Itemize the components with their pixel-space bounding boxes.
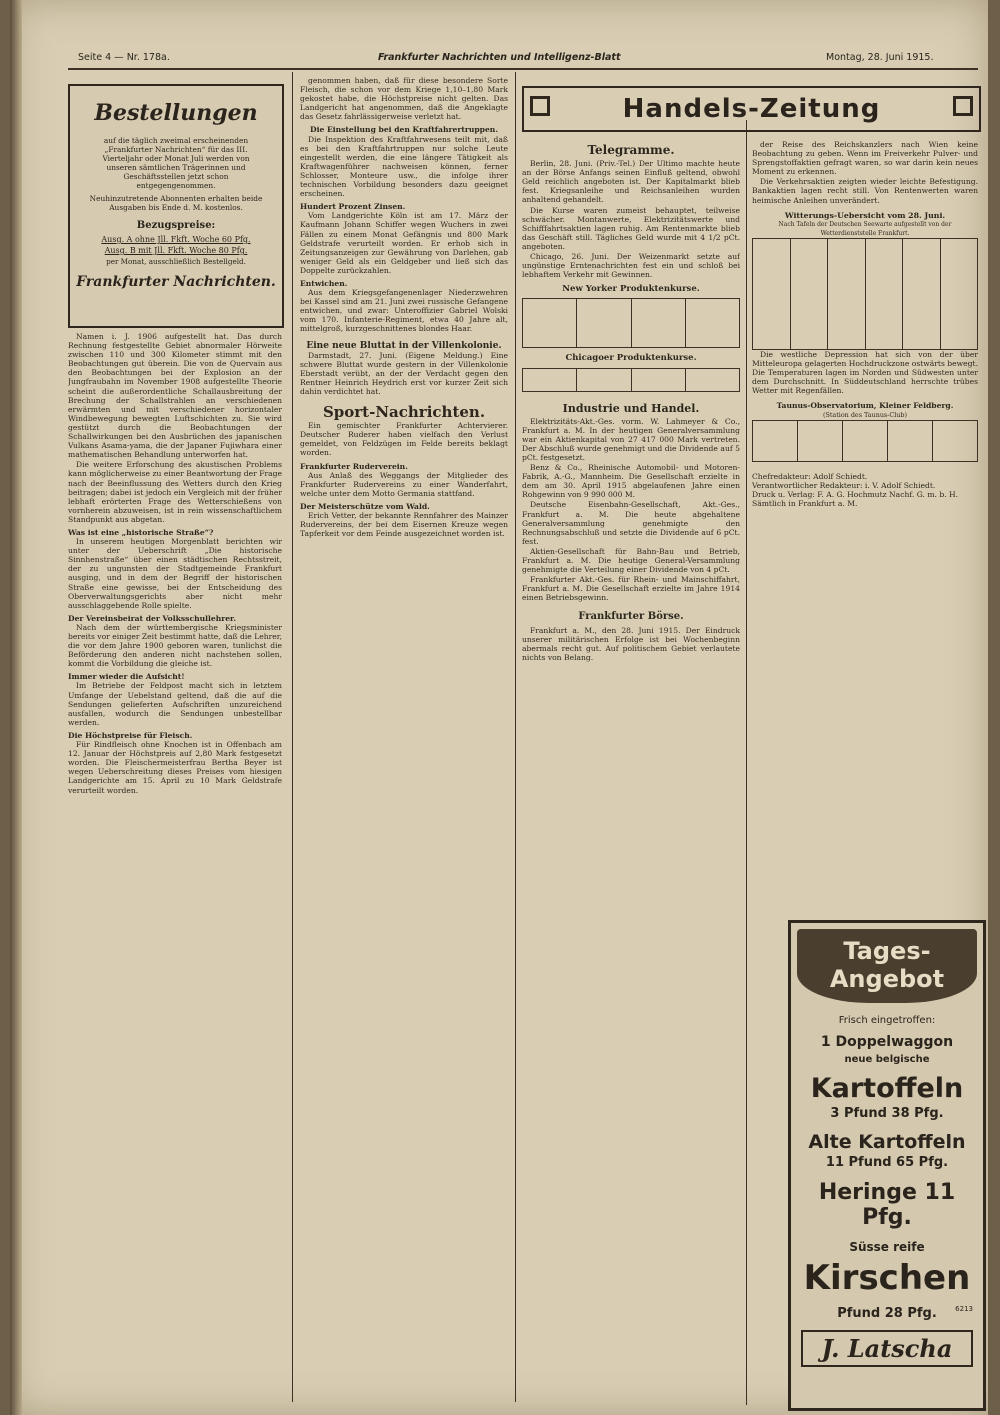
weather-subtitle: Nach Tafeln der Deutschen Seewarte aufgestellt von der Wetterdienststelle Frankfurt.	[778, 220, 952, 237]
article-heading: Der Vereinsbeirat der Volksschullehrer.	[68, 613, 237, 623]
box-brand: Frankfurter Nachrichten.	[76, 274, 276, 290]
chicago-title: Chicagoer Produktenkurse.	[565, 353, 697, 364]
ad-code: 6213	[955, 1305, 973, 1313]
column-4	[752, 140, 978, 910]
article-paragraph: Ein gemischter Frankfurter Achtervierer. Deutscher Ruderer haben vielfach den Verlust gemeldet, von Feldzügen im Felde bereits beklagt worden.	[300, 421, 508, 458]
boerse-title: Frankfurter Börse.	[578, 611, 684, 623]
weather-title: Witterungs-Uebersicht vom 28. Juni.	[784, 210, 946, 220]
article-paragraph: Berlin, 28. Juni. (Priv.-Tel.) Der Ultimo machte heute an der Börse Anfangs seinen Einfluß geltend, obwohl Geld reichlich angeboten ist. Der Kapitalmarkt blieb fest. Kriegsanleihe und Reichsanleihen wurden anhaltend gehandelt.	[522, 159, 740, 205]
box-text: auf die täglich zweimal erscheinenden „Frankfurter Nachrichten“ für das III. Vierteljahr oder Monat Juli werden von unseren sämtlichen Trägerinnen und Geschäftsstellen jetzt schon entgegengenommen.	[102, 136, 250, 190]
issue-date: Montag, 28. Juni 1915.	[826, 52, 934, 63]
article-paragraph: Namen i. J. 1906 aufgestellt hat. Das durch Rechnung festgestellte Gebiet abnormaler Hörweite zwischen 110 und 300 Kilometer stimmt mit den Beobachtungen gut überein. Die von de Quervain aus den Beobachtungen bei der Explosion an der Jungfraubahn im November 1908 aufgestellte Theorie scheint die außerordentliche Schallausbreitung der Brechung der Schallstrahlen an verschiedenen erwärmten und mit verschiedener horizontaler Windbewegung bewegten Luftschichten zu. Sie wird gestützt durch die Beobachtungen der Schallwirkungen bei den Ausbrüchen des japanischen Vulkans Asama-yama, die der Japaner Fujiwhara einer mathematischen Behandlung unterworfen hat.	[68, 332, 282, 460]
article-heading: Die Einstellung bei den Kraftfahrertruppen.	[310, 125, 498, 135]
article-heading: Der Meisterschütze vom Wald.	[300, 501, 430, 511]
binding-edge	[10, 0, 22, 1415]
taunus-title: Taunus-Observatorium, Kleiner Feldberg.	[776, 401, 954, 411]
weather-table	[752, 238, 978, 350]
ad-banner	[797, 929, 977, 1003]
column-1	[68, 332, 282, 1402]
ad-potato-price: 3 Pfund 38 Pfg.	[830, 1106, 944, 1121]
banner-ornament	[953, 96, 973, 116]
header-rule	[68, 68, 978, 70]
ad-cherry-price: Pfund 28 Pfg.	[837, 1306, 937, 1321]
article-paragraph: Die Verkehrsaktien zeigten wieder leichte Befestigung. Bankaktien lagen recht still. Von Rentenwerten waren heimische Anleihen unverändert.	[752, 177, 978, 205]
article-heading: Immer wieder die Aufsicht!	[68, 672, 185, 682]
ad-potato: Kartoffeln	[810, 1073, 964, 1104]
telegrams-title: Telegramme.	[587, 143, 675, 157]
column-divider	[515, 72, 516, 1402]
ad-title-1: Tages-	[843, 937, 931, 965]
article-paragraph: Im Betriebe der Feldpost macht sich in letztem Umfange der Uebelstand geltend, daß die auf die Sendungen gelieferten Aufschriften unzureichend ausfallen, wodurch die Sendungen unbestellbar werden.	[68, 681, 282, 727]
ad-cherry: Kirschen	[803, 1258, 971, 1298]
imprint	[752, 472, 978, 508]
article-paragraph: Benz & Co., Rheinische Automobil- und Motoren-Fabrik, A.-G., Mannheim. Die Gesellschaft erzielte in dem am 30. April 1915 abgelaufenen Jahre einen Rohgewinn von 9 990 000 M.	[522, 463, 740, 500]
column-3	[522, 140, 740, 1402]
price-b: Ausg. B mit Jll. Fkft. Woche 80 Pfg.	[104, 246, 248, 255]
ad-brand: J. Latscha	[801, 1330, 973, 1367]
sport-title: Sport-Nachrichten.	[322, 403, 486, 422]
article-paragraph: Die westliche Depression hat sich von der über Mitteleuropa gelagerten Hochdruckzone ostwärts bewegt. Die Temperaturen lagen im Norden und Südwesten unter dem Durchschnitt. In Süddeutschland herrschte trübes Wetter mit Regenfällen.	[752, 349, 978, 396]
article-paragraph: Deutsche Eisenbahn-Gesellschaft, Akt.-Ges., Frankfurt a. M. Die heute abgehaltene Generalversammlung genehmigte den Rechnungsabschluß und setzte die Dividende auf 6 pCt. fest.	[522, 500, 740, 546]
page-header	[78, 52, 988, 68]
ad-belgian: neue belgische	[844, 1054, 930, 1065]
imprint-line: Chefredakteur: Adolf Schiedt.	[752, 471, 868, 481]
article-paragraph: Die Inspektion des Kraftfahrwesens teilt mit, daß es bei den Kraftfahrtruppen nur solche Leute eingestellt werden, die eine längere Tätigkeit als Kraftwagenführer nachweisen können, ferner Schlosser, Monteure usw., die infolge ihrer technischen Vorbildung besonders dazu geeignet erscheinen.	[300, 134, 508, 199]
column-divider	[746, 120, 747, 1405]
imprint-line: Verantwortlicher Redakteur: i. V. Adolf Schiedt.	[752, 480, 936, 490]
article-paragraph: Darmstadt, 27. Juni. (Eigene Meldung.) Eine schwere Bluttat wurde gestern in der Villenkolonie Eberstadt verübt, an der der Verdacht gegen den Rentner Heinrich Heydrich erst vor kurzer Zeit sich dahin verdichtet hat.	[300, 350, 508, 396]
column-divider	[292, 72, 293, 1402]
article-paragraph: Elektrizitäts-Akt.-Ges. vorm. W. Lahmeyer & Co., Frankfurt a. M. In der heutigen Generalversammlung war ein Aktienkapital von 27 417 000 Mark vertreten. Der Abschluß wurde genehmigt und die Dividende auf 5 pCt. festgesetzt.	[522, 416, 740, 462]
imprint-line: Sämtlich in Frankfurt a. M.	[752, 498, 858, 508]
article-paragraph: In unserem heutigen Morgenblatt berichten wir unter der Ueberschrift „Die historische Sinnhenstraße“ über einen städtischen Rechtsstreit, der zu ungunsten der Stadtgemeinde Frankfurt ausging, und in dem der Begriff der historischen Straße eine gewisse, bei der Entscheidung des Oberverwaltungsgerichts aber nicht mehr ausschlaggebende Rolle spielte.	[68, 537, 282, 610]
article-heading: Eine neue Bluttat in der Villenkolonie.	[306, 340, 502, 351]
ny-price-table	[522, 298, 740, 348]
article-paragraph: Die weitere Erforschung des akustischen Problems kann möglicherweise zu einer Beantwortung der Frage nach der Beeinflussung des Wetters durch den Krieg beitragen; dabei ist jedoch ein Vergleich mit der früher lebhaft erörterten Frage des Wetterschießens von vornherein abzuweisen, ist in rein wissenschaftlichem Standpunkt aus abgetan.	[68, 460, 282, 524]
taunus-subtitle: (Station des Taunus-Club)	[822, 410, 908, 419]
article-paragraph: Die Kurse waren zumeist behauptet, teilweise schwächer. Montanwerte, Elektrizitätswerte und Schifffahrtsaktien lagen ruhig. Am Rentenmarkte blieb das Geschäft still. Tägliches Geld wurde mit 4 1/2 pCt. angeboten.	[522, 205, 740, 251]
ad-herring: Heringe 11 Pfg.	[818, 1180, 956, 1230]
ad-cherry-pre: Süsse reife	[849, 1240, 925, 1254]
ad-waggon: 1 Doppelwaggon	[820, 1034, 954, 1050]
article-heading: Entwichen.	[300, 278, 348, 288]
article-paragraph: Erich Vetter, der bekannte Rennfahrer des Mainzer Rudervereins, der bei dem Eisernen Kreuze wegen Tapferkeit vor dem Feinde ausgezeichnet worden ist.	[300, 511, 508, 539]
newspaper-page	[10, 0, 988, 1415]
article-paragraph: der Reise des Reichskanzlers nach Wien keine Beobachtung zu geben. Wenn im Freiverkehr Pulver- und Sprengstoffaktien gefragt waren, so war darin kein neues Moment zu erkennen.	[752, 140, 978, 177]
ad-old-price: 11 Pfund 65 Pfg.	[825, 1155, 949, 1170]
imprint-line: Druck u. Verlag: F. A. G. Hochmutz Nachf. G. m. b. H.	[752, 489, 959, 499]
article-heading: Frankfurter Ruderverein.	[300, 461, 408, 471]
article-paragraph: Frankfurter Akt.-Ges. für Rhein- und Mainschiffahrt, Frankfurt a. M. Die Gesellschaft erzielte im Jahre 1914 einen Betriebsgewinn.	[522, 575, 740, 603]
industry-title: Industrie und Handel.	[562, 401, 700, 415]
price-a: Ausg. A ohne Jll. Fkft. Woche 60 Pfg.	[101, 235, 251, 244]
article-paragraph: Aktien-Gesellschaft für Bahn-Bau und Betrieb, Frankfurt a. M. Die heutige General-Versammlung genehmigte die Verteilung einer Dividende von 4 pCt.	[522, 546, 740, 575]
ad-cherry-row	[791, 1302, 983, 1324]
column-2	[300, 76, 508, 1402]
article-heading: Was ist eine „historische Straße“?	[68, 527, 214, 537]
article-heading: Die Höchstpreise für Fleisch.	[68, 730, 193, 740]
taunus-table	[752, 420, 978, 462]
article-paragraph: Aus Anlaß des Weggangs der Mitglieder des Frankfurter Rudervereins zu einer Wanderfahrt, welche unter dem Motto Germania stattfand.	[300, 470, 508, 498]
masthead: Frankfurter Nachrichten und Intelligenz-Blatt	[378, 52, 621, 63]
article-paragraph: Aus dem Kriegsgefangenenlager Niederzwehren bei Kassel sind am 21. Juni zwei russische Gefangene entwichen, und zwar: Unteroffizier Gabriel Wolski vom 170. Infanterie-Regiment, etwa 40 Jahre alt, mittelgroß, kurzgeschnittenes blondes Haar.	[300, 288, 508, 334]
article-paragraph: Frankfurt a. M., den 28. Juni 1915. Der Eindruck unserer militärischen Erfolge ist bei Wochenbeginn abermals recht gut. Auf politischem Gebiet verlautete nichts von Belang.	[522, 625, 740, 662]
article-paragraph: genommen haben, daß für diese besondere Sorte Fleisch, die schon vor dem Kriege 1,10–1,80 Mark gekostet habe, die Höchstpreise nicht gelten. Das Landgericht hat angenommen, daß die Angeklagte das Gesetz fahrlässigerweise verletzt hat.	[300, 76, 508, 122]
handels-banner	[522, 86, 981, 132]
article-heading: Hundert Prozent Zinsen.	[300, 202, 406, 212]
box-text-2: Neuhinzutretende Abonnenten erhalten beide Ausgaben bis Ende d. M. kostenlos.	[89, 194, 263, 212]
ad-fresh: Frisch eingetroffen:	[838, 1015, 936, 1026]
box-title: Bestellungen	[94, 100, 258, 126]
page-number: Seite 4 — Nr. 178a.	[78, 52, 170, 63]
price-heading: Bezugspreise:	[136, 220, 216, 231]
article-paragraph: Für Rindfleisch ohne Knochen ist in Offenbach am 12. Januar der Höchstpreis auf 2,80 Mark festgesetzt worden. Die Fleischermeisterfrau Bertha Beyer ist wegen Ueberschreitung dieses Preises vom hiesigen Landgerichte am 15. April zu 10 Mark Geldstrafe verurteilt worden.	[68, 740, 282, 795]
ad-title-2: Angebot	[829, 965, 945, 993]
article-paragraph: Nach dem der württembergische Kriegsminister bereits vor einiger Zeit bestimmt hatte, daß die Lehrer, die vor dem Jahre 1900 geboren waren, tunlichst die Beförderung den anderen nicht nachstehen sollen, kommt die Vorbildung die gleiche ist.	[68, 622, 282, 669]
latscha-advertisement	[788, 920, 986, 1411]
subscription-box	[68, 84, 284, 328]
ny-title: New Yorker Produktenkurse.	[562, 284, 700, 295]
article-paragraph: Vom Landgerichte Köln ist am 17. März der Kaufmann Johann Schiffer wegen Wuchers in zwei Fällen zu einem Monat Gefängnis und 800 Mark Geldstrafe verurteilt worden. Er erhob sich in Zeitungsanzeigen zur Gewährung von Darlehen, gab weniger Geld als ein Geldgeber und ließ sich das Doppelte zurückzahlen.	[300, 211, 508, 275]
ad-old-potato: Alte Kartoffeln	[808, 1131, 966, 1153]
article-paragraph: Chicago, 26. Juni. Der Weizenmarkt setzte auf ungünstige Erntenachrichten fest ein und schloß bei lebhaftem Verkehr mit Gewinnen.	[522, 252, 740, 280]
chicago-price-table	[522, 368, 740, 392]
price-note: per Monat, ausschließlich Bestellgeld.	[106, 257, 246, 266]
handels-title: Handels-Zeitung	[622, 94, 881, 124]
banner-ornament	[530, 96, 550, 116]
